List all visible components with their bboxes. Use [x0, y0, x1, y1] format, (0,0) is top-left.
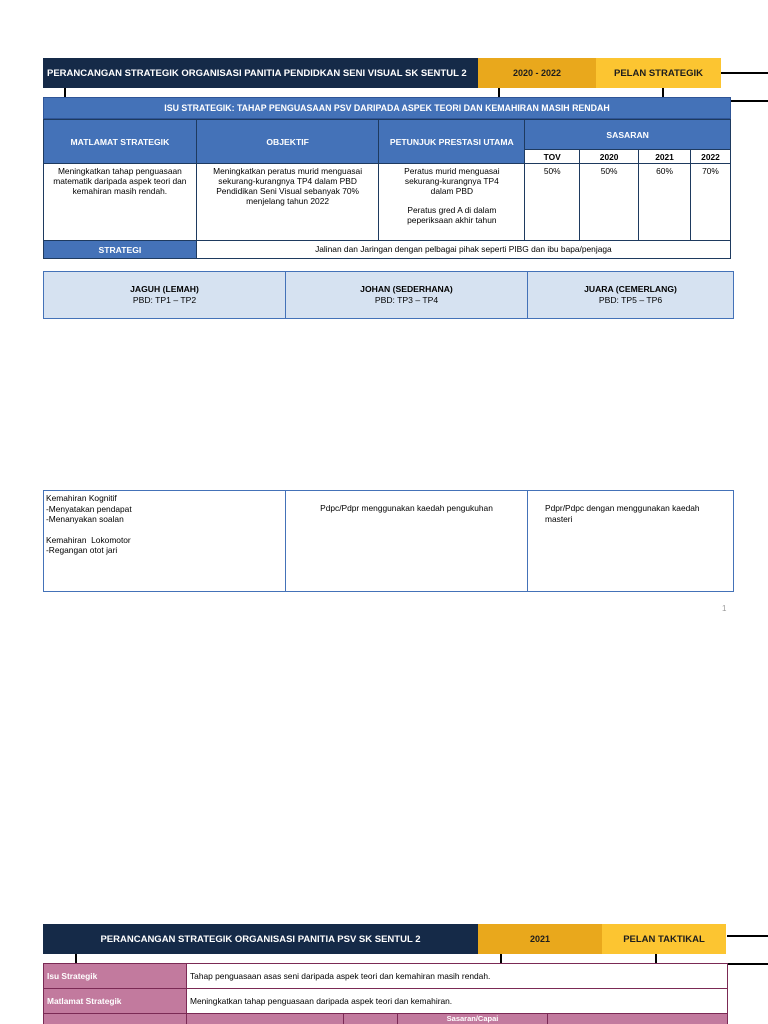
page1-plan-label: PELAN STRATEGIK: [596, 58, 721, 88]
page1-header: [43, 58, 721, 88]
row-value-isu: Tahap penguasaan asas seni daripada aspek teori dan kemahiran masih rendah.: [187, 964, 728, 989]
row-label-matlamat: Matlamat Strategik: [44, 989, 187, 1014]
header-objektif: OBJEKTIF: [196, 120, 379, 164]
petunjuk-item: Peratus gred A di dalam peperiksaan akhir tahun: [407, 205, 497, 226]
page2-title: PERANCANGAN STRATEGIK ORGANISASI PANITIA PSV SK SENTUL 2: [43, 924, 478, 954]
header-year: 2021: [639, 150, 691, 164]
connector-line: [731, 100, 768, 102]
page2-plan-label: PELAN TAKTIKAL: [602, 924, 726, 954]
header-year: 2022: [690, 150, 730, 164]
level-johan: [286, 272, 528, 318]
connector-line: [500, 954, 502, 963]
connector-line: [498, 88, 500, 97]
connector-line: [721, 72, 768, 74]
page1-years: 2020 - 2022: [478, 58, 596, 88]
partial-header-sasaran: Sasaran/Capai: [398, 1014, 548, 1024]
strategi-label: STRATEGI: [44, 241, 197, 259]
connector-line: [662, 88, 664, 97]
partial-cell: [344, 1014, 398, 1024]
level-pbd: PBD: TP3 – TP4: [374, 295, 439, 305]
level-pbd: PBD: TP1 – TP2: [132, 295, 197, 305]
activity-line: -Menyatakan pendapat: [46, 503, 132, 514]
activity-boxes: [43, 490, 734, 592]
header-sasaran: SASARAN: [525, 120, 731, 150]
activity-box-juara: [528, 491, 733, 591]
connector-line: [655, 954, 657, 963]
partial-cell: [187, 1014, 344, 1024]
activity-line: Pdpr/Pdpc dengan menggunakan kaedah masteri: [545, 503, 700, 524]
page2-years: 2021: [478, 924, 602, 954]
row-value-matlamat: Meningkatkan tahap penguasaan daripada aspek teori dan kemahiran.: [187, 989, 728, 1014]
page2-header: [43, 924, 726, 954]
page-number: 1: [722, 604, 727, 613]
header-year: TOV: [525, 150, 580, 164]
partial-cell: [548, 1014, 728, 1024]
activity-box-johan: [286, 491, 528, 591]
sasaran-value: 70%: [690, 164, 730, 241]
sasaran-value: 50%: [580, 164, 639, 241]
connector-line: [727, 935, 768, 937]
connector-line: [64, 88, 66, 97]
connector-line: [75, 954, 77, 963]
isu-strategik-bar: ISU STRATEGIK: TAHAP PENGUASAAN PSV DARIPADA ASPEK TEORI DAN KEMAHIRAN MASIH RENDAH: [43, 97, 731, 119]
header-year: 2020: [580, 150, 639, 164]
activity-line: Kemahiran Kognitif: [46, 493, 117, 503]
tactical-table: [43, 963, 728, 1024]
matlamat-cell: Meningkatkan tahap penguasaan matematik daripada aspek teori dan kemahiran masih rendah.: [44, 164, 197, 241]
row-label-isu: Isu Strategik: [44, 964, 187, 989]
header-matlamat: MATLAMAT STRATEGIK: [44, 120, 197, 164]
level-juara: [528, 272, 733, 318]
header-petunjuk: PETUNJUK PRESTASI UTAMA: [379, 120, 525, 164]
connector-line: [727, 963, 768, 965]
level-name: JOHAN (SEDERHANA): [360, 284, 453, 295]
level-jaguh: [44, 272, 286, 318]
activity-line: -Menanyakan soalan: [46, 514, 124, 524]
strategi-value: Jalinan dan Jaringan dengan pelbagai pihak seperti PIBG dan ibu bapa/penjaga: [196, 241, 730, 259]
activity-box-jaguh: [44, 491, 286, 591]
page1-title: PERANCANGAN STRATEGIK ORGANISASI PANITIA PENDIDKAN SENI VISUAL SK SENTUL 2: [43, 58, 478, 88]
petunjuk-cell: [379, 164, 525, 241]
objektif-cell: Meningkatkan peratus murid menguasai sekurang-kurangnya TP4 dalam PBD Pendidikan Seni Visual sebanyak 70% menjelang tahun 2022: [196, 164, 379, 241]
activity-line: Pdpc/Pdpr menggunakan kaedah pengukuhan: [320, 503, 493, 513]
strategic-table: [43, 119, 731, 259]
level-pbd: PBD: TP5 – TP6: [598, 295, 663, 305]
level-boxes: [43, 271, 734, 319]
sasaran-value: 50%: [525, 164, 580, 241]
activity-line: -Regangan otot jari: [46, 545, 118, 555]
sasaran-value: 60%: [639, 164, 691, 241]
level-name: JAGUH (LEMAH): [130, 284, 199, 295]
row-label-partial: [44, 1014, 187, 1024]
activity-line: Kemahiran Lokomotor: [46, 534, 131, 545]
level-name: JUARA (CEMERLANG): [584, 284, 677, 295]
petunjuk-item: Peratus murid menguasai sekurang-kurangnya TP4 dalam PBD: [404, 166, 500, 197]
